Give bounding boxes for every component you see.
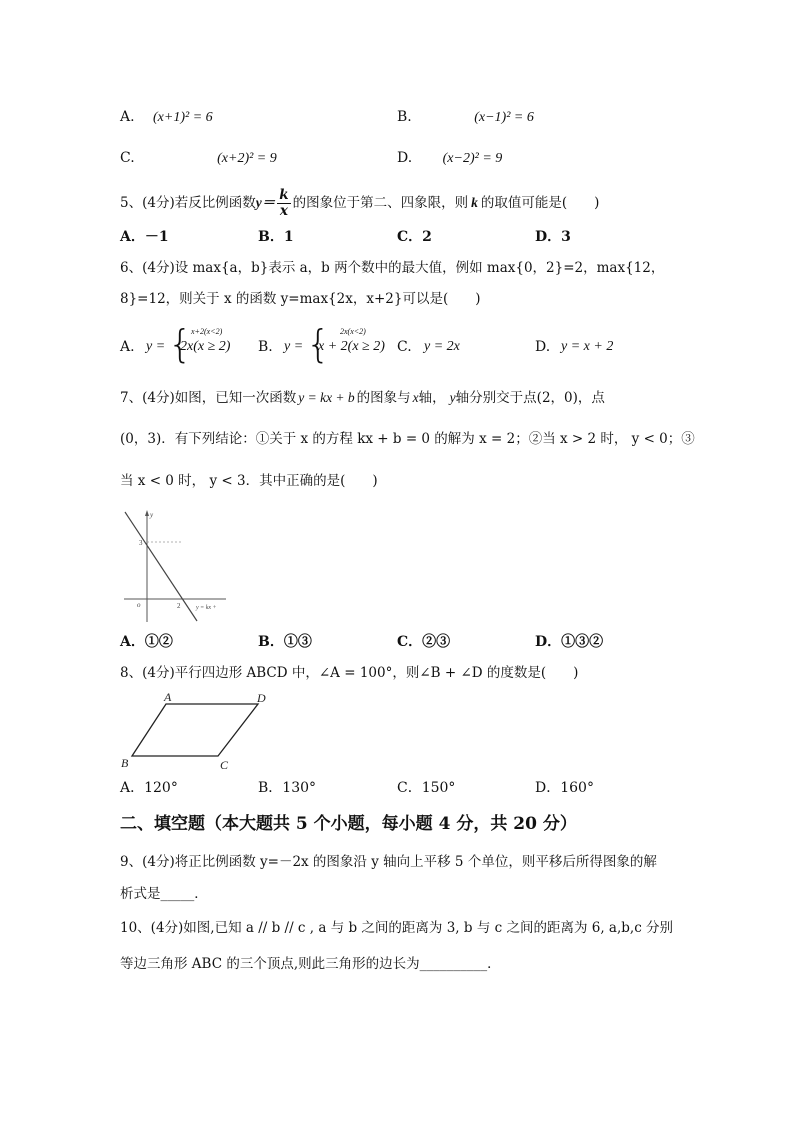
q8-option-c: C．150° bbox=[397, 780, 456, 796]
q8-option-d: D．160° bbox=[535, 780, 594, 796]
q8-parallelogram-figure bbox=[118, 690, 278, 774]
q5-fraction bbox=[277, 188, 290, 219]
q10-stem-line2: 等边三角形 ABC 的三个顶点,则此三角形的边长为__________． bbox=[120, 956, 501, 972]
q4-option-d-label: D. bbox=[397, 150, 413, 166]
q7-stem-line3: 当 x < 0 时， y < 3．其中正确的是( ) bbox=[120, 473, 378, 489]
q8-vertex-a: A bbox=[164, 690, 172, 704]
q8-stem: 8、(4分)平行四边形 ABCD 中，∠A = 100°，则∠B + ∠D 的度数是( ) bbox=[120, 665, 579, 681]
q7-label-o: o bbox=[137, 601, 141, 609]
q6-option-a-label: A. bbox=[120, 339, 135, 355]
q8-vertex-c: C bbox=[220, 758, 229, 772]
q8-vertex-b: B bbox=[121, 756, 129, 770]
q7-line1-y: y bbox=[449, 390, 456, 405]
q4-option-d-expr: (x−2)² = 9 bbox=[442, 151, 503, 166]
q7-stem-line1 bbox=[120, 389, 605, 407]
q6-stem-line1: 6、(4分)设 max{a，b}表示 a，b 两个数中的最大值，例如 max{0，2}=2，max{12， bbox=[120, 260, 665, 276]
q5-fraction-denominator: x bbox=[279, 203, 288, 219]
q7-label-fn: y = kx + bbox=[196, 605, 217, 611]
section-heading-fill-in: 二、填空题（本大题共 5 个小题，每小题 4 分，共 20 分） bbox=[120, 814, 577, 834]
q6-option-b-top-case: 2x(x<2) bbox=[340, 327, 366, 336]
q8-parallelogram bbox=[132, 704, 258, 756]
q6-option-c-expr: y = 2x bbox=[424, 339, 460, 354]
q7-line1-function: y = kx + b bbox=[298, 390, 355, 405]
q6-option-a-brace: { bbox=[168, 322, 193, 366]
q8-option-b: B．130° bbox=[258, 780, 317, 796]
q8-vertex-d: D bbox=[257, 691, 266, 705]
q10-stem-line1: 10、(4分)如图,已知 a // b // c , a 与 b 之间的距离为 3, b 与 c 之间的距离为 6, a,b,c 分别 bbox=[120, 920, 674, 936]
q4-option-a-label: A. bbox=[120, 109, 135, 125]
q7-option-b: B．①③ bbox=[258, 634, 312, 650]
q5-option-d: D．3 bbox=[535, 229, 571, 245]
q4-option-b-label: B. bbox=[397, 109, 412, 125]
q7-label-two: 2 bbox=[177, 602, 181, 610]
q5-suffix: 的图象位于第二、四象限，则 bbox=[292, 195, 469, 211]
q5-option-b: B．1 bbox=[258, 229, 294, 245]
q5-option-a: A．－1 bbox=[120, 229, 169, 245]
q7-line1-x: x bbox=[412, 390, 419, 405]
q7-stem-line2: (0，3)．有下列结论：①关于 x 的方程 kx + b = 0 的解为 x = 2；②当 x > 2 时， y < 0；③ bbox=[120, 431, 695, 447]
q7-label-y: y bbox=[150, 511, 154, 519]
q4-option-b bbox=[397, 108, 534, 127]
q5-option-c: C．2 bbox=[397, 229, 432, 245]
q7-line1-a: 7、(4分)如图，已知一次函数 bbox=[120, 390, 297, 406]
q6-option-b-main-case: x + 2(x ≥ 2) bbox=[318, 339, 385, 354]
q7-graph bbox=[118, 508, 230, 626]
q6-option-b-y: y = bbox=[284, 339, 304, 354]
q7-option-d: D．①③② bbox=[535, 634, 604, 650]
q9-stem-line2: 析式是_____． bbox=[120, 886, 208, 902]
q5-stem bbox=[120, 188, 599, 219]
q8-option-a: A．120° bbox=[120, 780, 178, 796]
q6-stem-line2: 8}=12，则关于 x 的函数 y=max{2x，x+2}可以是( ) bbox=[120, 291, 481, 307]
q6-option-b-brace: { bbox=[306, 322, 331, 366]
q4-option-c-label: C. bbox=[120, 150, 135, 166]
q5-suffix2: 的取值可能是( ) bbox=[480, 195, 600, 211]
q6-option-a-top-case: x+2(x<2) bbox=[191, 327, 223, 336]
q5-prefix: 5、(4分)若反比例函数 bbox=[120, 195, 256, 211]
q7-line1-b: 的图象与 bbox=[356, 390, 411, 406]
q5-fraction-numerator: k bbox=[279, 187, 289, 203]
q5-k: k bbox=[471, 195, 478, 210]
q7-line-graph bbox=[125, 512, 197, 621]
q6-option-d-label: D. bbox=[535, 339, 551, 355]
q6-option-a-y: y = bbox=[146, 339, 166, 354]
q7-option-c: C．②③ bbox=[397, 634, 451, 650]
q7-line1-d: 轴分别交于点(2，0)，点 bbox=[455, 390, 605, 406]
q6-option-a-main-case: 2x(x ≥ 2) bbox=[180, 339, 231, 354]
q4-option-d bbox=[397, 149, 502, 168]
q6-option-d-expr: y = x + 2 bbox=[561, 339, 614, 354]
q7-line1-c: 轴， bbox=[418, 390, 446, 406]
q4-option-a bbox=[120, 108, 213, 127]
q4-option-a-expr: (x+1)² = 6 bbox=[153, 110, 213, 125]
q7-option-a: A．①② bbox=[120, 634, 173, 650]
q5-y-eq: y＝ bbox=[255, 195, 276, 210]
q4-option-c-expr: (x+2)² = 9 bbox=[217, 151, 277, 166]
q7-label-three: 3 bbox=[139, 539, 143, 547]
q7-y-axis-arrow bbox=[145, 510, 149, 516]
q9-stem-line1: 9、(4分)将正比例函数 y=－2x 的图象沿 y 轴向上平移 5 个单位，则平移后所得图象的解 bbox=[120, 854, 657, 870]
q6-option-c-label: C. bbox=[397, 339, 412, 355]
q4-option-b-expr: (x−1)² = 6 bbox=[474, 110, 534, 125]
q6-option-b-label: B. bbox=[258, 339, 273, 355]
q4-option-c bbox=[120, 149, 277, 168]
